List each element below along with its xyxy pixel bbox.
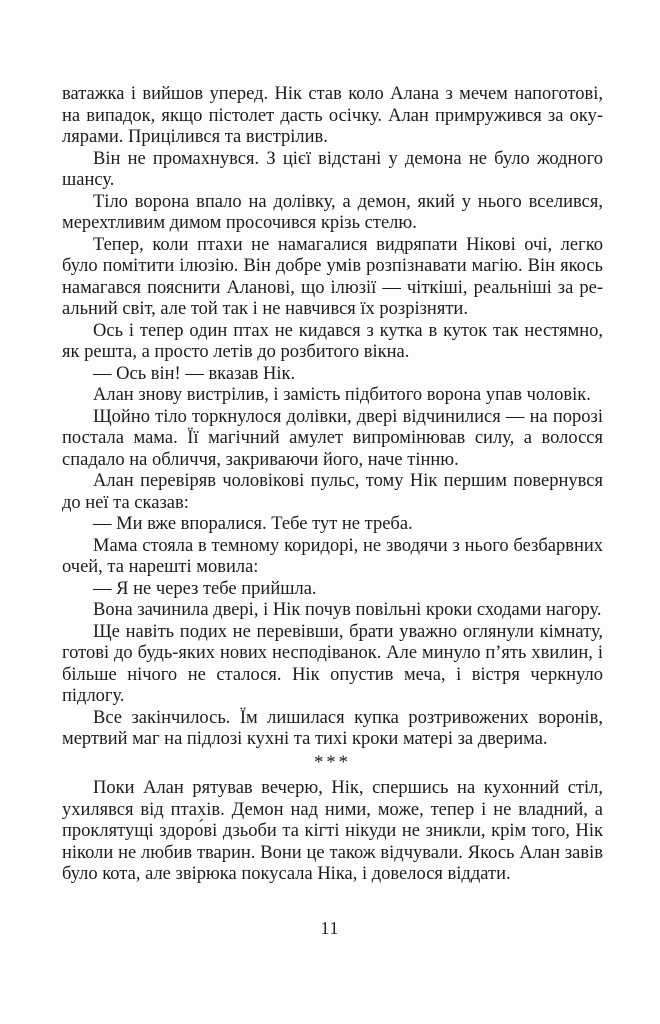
paragraph: Тіло ворона впало на долівку, а демон, який у нього вселився, мерехтливим димом просочився крізь стелю. <box>62 191 603 233</box>
paragraph: Мама стояла в темному коридорі, не зводячи з нього безбарвних очей, та нарешті мовила: <box>62 535 603 577</box>
paragraph: Тепер, коли птахи не намагалися видряпати Нікові очі, легко було помітити ілюзію. Він добре умів розпізнавати магію. Він якось намагався пояснити Аланові, що ілюзії — чіткіші, реальніші за реальний світ, але той так і не навчився їх розрізняти. <box>62 234 603 319</box>
paragraph: Ще навіть подих не перевівши, брати уважно оглянули кімнату, готові до будь-яких нових несподіванок. Але минуло п’ять хвилин, і більше нічого не сталося. Нік опустив меча, і вістря черкнуло підлогу. <box>62 621 603 706</box>
section-break: *** <box>314 752 351 773</box>
page-footer <box>0 918 660 939</box>
paragraph: — Я не через тебе прийшла. <box>93 578 317 599</box>
page-number: 11 <box>320 918 340 938</box>
paragraph: Поки Алан рятував вечерю, Нік, спершись на кухонний стіл, ухилявся від птахів. Демон над ними, може, тепер і не владний, а проклятущі здоро́ві дзьоби та кігті нікуди не зникли, крім того, Нік ніколи не любив тварин. Вони це також відчували. Якось Алан завів було кота, але звірюка покусала Ніка, і довелося віддати. <box>62 778 603 884</box>
paragraph: Вона зачинила двері, і Нік почув повільні кроки сходами нагору. <box>93 600 602 620</box>
paragraph: Алан знову вистрілив, і замість підбитого ворона упав чоловік. <box>93 385 591 405</box>
paragraph: — Ось він! — вказав Нік. <box>93 363 296 384</box>
paragraph: Він не промахнувся. З цієї відстані у демона не було жодного шансу. <box>62 148 603 190</box>
paragraph: Ось і тепер один птах не кидався з кутка в куток так нестямно, як решта, а просто летів до розбитого вікна. <box>62 320 603 362</box>
text-block <box>62 84 603 886</box>
paragraph: Все закінчилось. Їм лишилася купка розтривожених воронів, мертвий маг на підлозі кухні та тихі кроки матері за дверима. <box>62 707 603 749</box>
paragraph: ватажка і вийшов уперед. Нік став коло Алана з мечем напоготові, на випадок, якщо пістолет дасть осічку. Алан примружився за окулярами. Прицілився та вистрілив. <box>62 84 603 147</box>
paragraph: — Ми вже впоралися. Тебе тут не треба. <box>93 514 413 534</box>
paragraph: Алан перевіряв чоловікові пульс, тому Нік першим повернувся до неї та сказав: <box>62 471 603 513</box>
paragraph: Щойно тіло торкнулося долівки, двері відчинилися — на порозі постала мама. Її магічний амулет випромінював силу, а волосся спадало на обличчя, закриваючи його, наче тінню. <box>62 406 603 470</box>
